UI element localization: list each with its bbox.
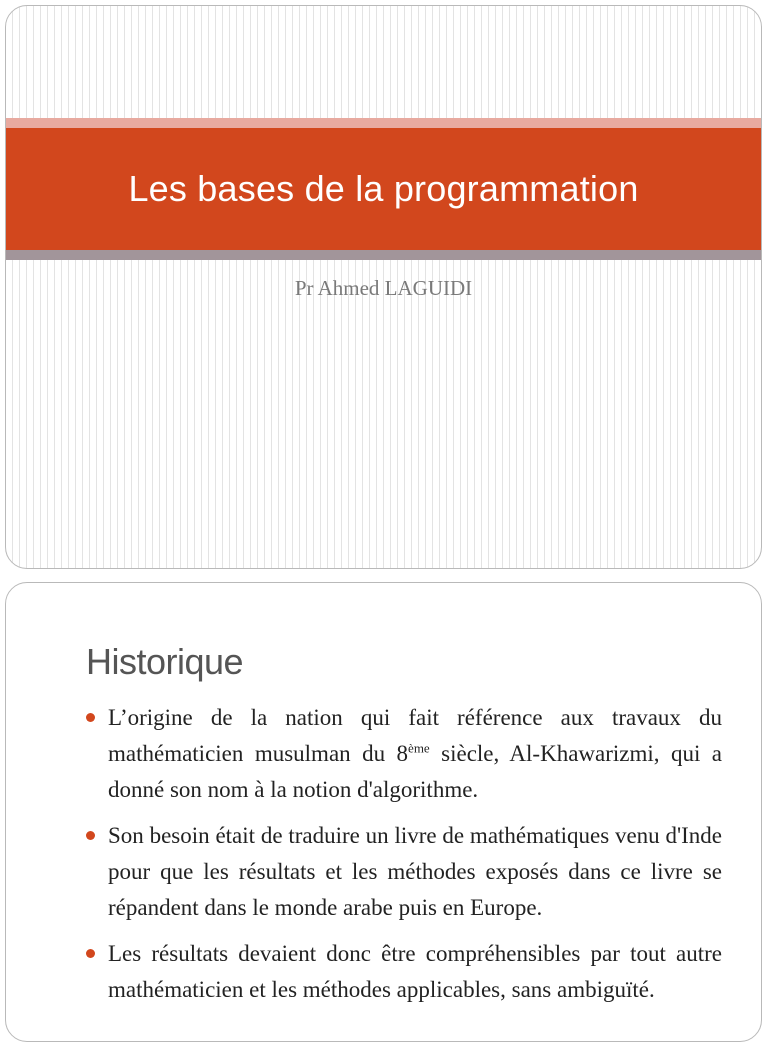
title-band-top-stripe: [6, 118, 761, 128]
bullet-dot-icon: [86, 713, 95, 722]
bullet-dot-icon: [86, 949, 95, 958]
title-band: [6, 128, 761, 250]
bullet-item: [86, 936, 722, 1008]
bullet-text: Les résultats devaient donc être compréhensibles par tout autre mathématicien et les méthodes applicables, sans ambiguïté.: [108, 941, 722, 1002]
title-band-bottom-stripe: [6, 250, 761, 260]
bullet-text: Son besoin était de traduire un livre de mathématiques venu d'Inde pour que les résultats et les méthodes exposés dans ce livre se répandent dans le monde arabe puis en Europe.: [108, 823, 722, 920]
bullet-item: [86, 700, 722, 808]
author-subtitle: Pr Ahmed LAGUIDI: [294, 276, 473, 300]
bullet-dot-icon: [86, 831, 95, 840]
presentation-title: Les bases de la programmation: [128, 168, 639, 209]
title-slide: [5, 5, 762, 569]
bullet-list: [86, 700, 722, 1018]
content-slide: [5, 582, 762, 1042]
slide-heading: Historique: [86, 641, 244, 682]
bullet-superscript: ème: [408, 740, 430, 756]
bullet-item: [86, 818, 722, 926]
bullet-text-part: siècle, Al-Khawarizmi, qui a donné son nom à la notion d'algorithme.: [108, 741, 722, 802]
bullet-text-part: L’origine de la nation qui fait référence aux travaux du mathématicien musulman du 8: [108, 705, 722, 766]
